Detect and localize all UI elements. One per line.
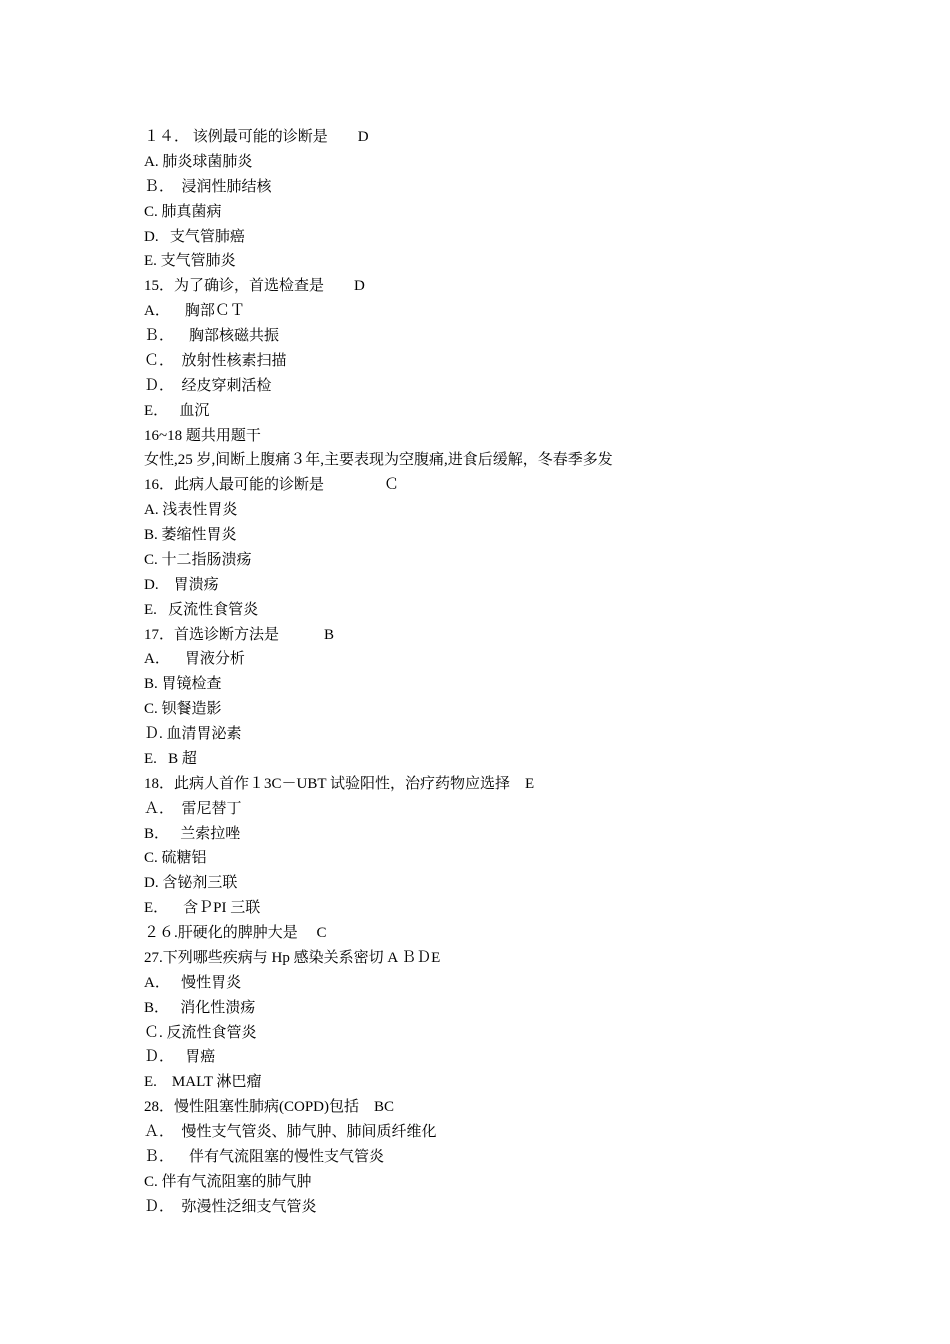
text-line: C. 肺真菌病 bbox=[144, 203, 222, 220]
text-line: C. 钡餐造影 bbox=[144, 701, 222, 718]
text-line: 17．首选诊断方法是 B bbox=[144, 626, 335, 643]
text-line: E. B 超 bbox=[144, 750, 197, 767]
text-line: A． 胸部ＣＴ bbox=[144, 303, 245, 320]
text-line: A. 肺炎球菌肺炎 bbox=[144, 153, 253, 170]
text-line: C. 硫糖铝 bbox=[144, 850, 207, 867]
text-line: 15．为了确诊，首选检查是 D bbox=[144, 278, 365, 295]
text-line: 18．此病人首作１3C－UBT 试验阳性，治疗药物应选择 E bbox=[144, 775, 535, 792]
question-text-block bbox=[144, 125, 613, 1220]
text-line: Ｃ. 反流性食管炎 bbox=[144, 1024, 257, 1041]
text-line: A． 慢性胃炎 bbox=[144, 974, 242, 991]
text-line: D. 胃溃疡 bbox=[144, 576, 219, 593]
text-line: ２６.肝硬化的脾肿大是 C bbox=[144, 925, 327, 941]
text-line: Ｄ． 弥漫性泛细支气管炎 bbox=[144, 1198, 317, 1215]
text-line: Ａ． 雷尼替丁 bbox=[144, 800, 242, 817]
text-line: E. MALT 淋巴瘤 bbox=[144, 1074, 262, 1091]
text-line: Ｂ． 伴有气流阻塞的慢性支气管炎 bbox=[144, 1148, 385, 1165]
text-line: Ｄ． 经皮穿刺活检 bbox=[144, 377, 272, 394]
text-line: E. 反流性食管炎 bbox=[144, 601, 259, 618]
text-line: 27.下列哪些疾病与 Hp 感染关系密切 A ＢＤE bbox=[144, 949, 441, 966]
text-line: E. 支气管肺炎 bbox=[144, 253, 236, 270]
text-line: B． 兰索拉唑 bbox=[144, 825, 241, 842]
text-line: D. 含铋剂三联 bbox=[144, 875, 238, 892]
text-line: A. 浅表性胃炎 bbox=[144, 502, 238, 519]
text-line: B． 消化性溃疡 bbox=[144, 999, 256, 1016]
text-line: １４． 该例最可能的诊断是 D bbox=[144, 129, 369, 145]
text-line: D. 支气管肺癌 bbox=[144, 228, 245, 245]
text-line: Ｄ. 血清胃泌素 bbox=[144, 726, 242, 742]
text-line: E． 含ＰPI 三联 bbox=[144, 900, 261, 917]
text-line: B. 胃镜检查 bbox=[144, 676, 222, 693]
text-line: Ｃ． 放射性核素扫描 bbox=[144, 352, 287, 369]
text-line: C. 十二指肠溃疡 bbox=[144, 551, 252, 568]
text-line: A． 胃液分析 bbox=[144, 651, 245, 668]
text-line: B. 萎缩性胃炎 bbox=[144, 527, 237, 543]
text-line: 16~18 题共用题干 bbox=[144, 427, 261, 444]
text-line: 女性,25 岁,间断上腹痛３年,主要表现为空腹痛,进食后缓解，冬春季多发 bbox=[144, 452, 613, 469]
text-line: C. 伴有气流阻塞的肺气肿 bbox=[144, 1173, 312, 1190]
text-line: E． 血沉 bbox=[144, 402, 210, 419]
text-line: 28．慢性阻塞性肺病(COPD)包括 BC bbox=[144, 1099, 395, 1116]
text-line: Ｄ． 胃癌 bbox=[144, 1049, 216, 1066]
text-line: Ｂ． 浸润性肺结核 bbox=[144, 178, 272, 195]
text-line: Ｂ． 胸部核磁共振 bbox=[144, 328, 280, 344]
text-line: Ａ． 慢性支气管炎、肺气肿、肺间质纤维化 bbox=[144, 1124, 437, 1140]
text-line: 16．此病人最可能的诊断是 Ｃ bbox=[144, 477, 400, 494]
